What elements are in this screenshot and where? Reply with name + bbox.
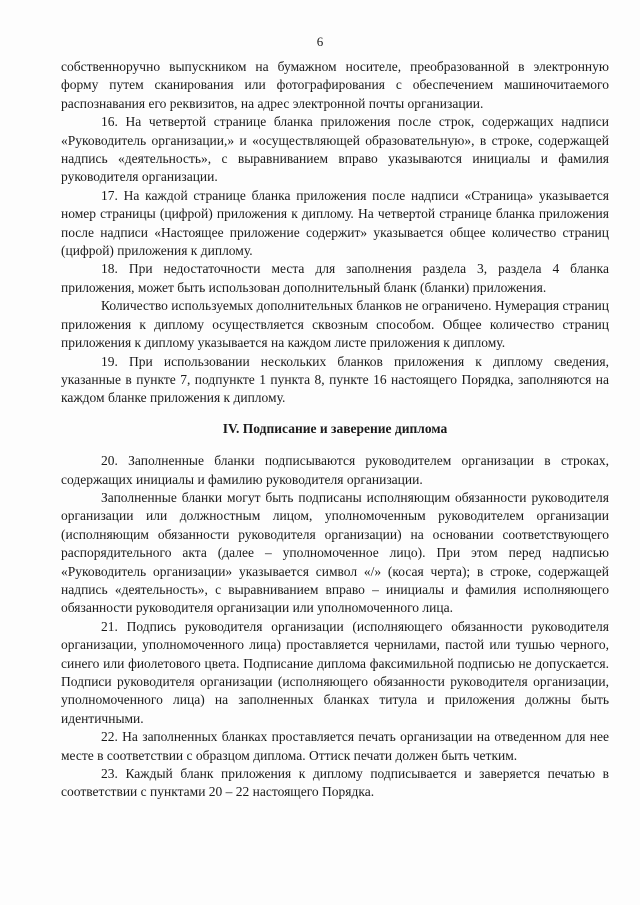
paragraph-19: 19. При использовании нескольких бланков приложения к диплому сведения, указанные в пункте 7, подпункте 1 пункта 8, пункте 16 настоящего Порядка, заполняются на каждом бланке приложения к диплому. (61, 353, 609, 406)
paragraph-16: 16. На четвертой странице бланка приложения после строк, содержащих надписи «Руководитель организации,» и «осуществляющей образовательную», в строке, содержащей надпись «деятельность», с выравниванием вправо указываются инициалы и фамилия руководителя организации. (61, 114, 609, 185)
paragraph-20-continued: Заполненные бланки могут быть подписаны исполняющим обязанности руководителя организации или должностным лицом, уполномоченным руководителем организации (исполняющим обязанности руководителя организации) на основании соответствующего распорядительного акта (далее – уполномоченное лицо). При этом перед надписью «Руководитель организации» указывается символ «/» (косая черта); в строке, содержащей надпись «деятельность», с выравниванием вправо – инициалы и фамилия исполняющего обязанности руководителя организации или уполномоченного лица. (61, 489, 609, 616)
document-body (61, 58, 609, 802)
page-number: 6 (316, 34, 324, 49)
paragraph-17: 17. На каждой странице бланка приложения после надписи «Страница» указывается номер страницы (цифрой) приложения к диплому. На четвертой странице бланка приложения после надписи «Настоящее приложение содержит» указывается общее количество страниц (цифрой) приложения к диплому. (61, 187, 609, 259)
paragraph-23: 23. Каждый бланк приложения к диплому подписывается и заверяется печатью в соответствии с пунктами 20 – 22 настоящего Порядка. (61, 766, 609, 800)
paragraph-18-continued: Количество используемых дополнительных бланков не ограничено. Нумерация страниц приложения к диплому осуществляется сквозным способом. Общее количество страниц приложения к диплому указывается на каждом листе приложения к диплому. (61, 298, 609, 351)
paragraph-21: 21. Подпись руководителя организации (исполняющего обязанности руководителя организации, уполномоченного лица) проставляется чернилами, пастой или тушью черного, синего или фиолетового цвета. Подписание диплома факсимильной подписью не допускается. Подписи руководителя организации (исполняющего обязанности руководителя организации, уполномоченного лица) на заполненных бланках титула и приложения должны быть идентичными. (61, 618, 609, 726)
paragraph-20: 20. Заполненные бланки подписываются руководителем организации в строках, содержащих инициалы и фамилию руководителя организации. (61, 453, 609, 487)
paragraph-22: 22. На заполненных бланках проставляется печать организации на отведенном для нее месте в соответствии с образцом диплома. Оттиск печати должен быть четким. (61, 729, 609, 763)
paragraph-continuation: собственноручно выпускником на бумажном носителе, преобразованной в электронную форму путем сканирования или фотографирования с обеспечением машиночитаемого распознавания его реквизитов, на адрес электронной почты организации. (61, 59, 609, 111)
paragraph-18: 18. При недостаточности места для заполнения раздела 3, раздела 4 бланка приложения, может быть использован дополнительный бланк (бланки) приложения. (61, 261, 609, 295)
section-heading: IV. Подписание и заверение диплома (222, 420, 448, 436)
